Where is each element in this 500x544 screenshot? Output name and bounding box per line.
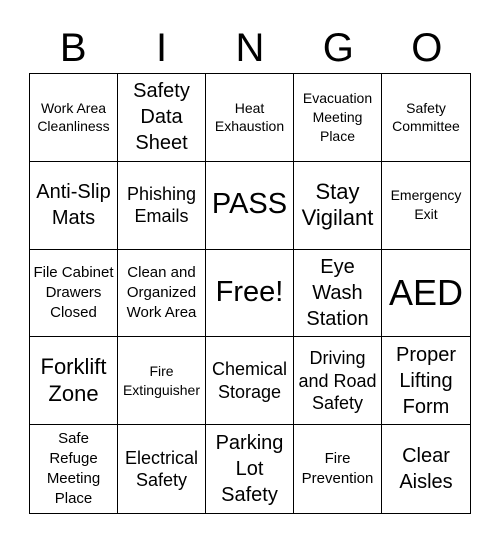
cell-label: Emergency Exit	[390, 187, 462, 223]
cell-label: PASS	[211, 188, 288, 221]
bingo-cell[interactable]	[206, 337, 294, 425]
bingo-cell[interactable]	[30, 250, 118, 338]
bingo-cell[interactable]	[30, 74, 118, 162]
cell-label: Chemical Storage	[211, 359, 288, 402]
cell-label: Work Area Cleanliness	[37, 99, 110, 135]
header-letter-i: I	[156, 26, 168, 70]
bingo-cell[interactable]	[294, 250, 382, 338]
bingo-cell[interactable]	[118, 337, 206, 425]
cell-label: Safety Committee	[392, 99, 460, 135]
bingo-cell[interactable]	[206, 425, 294, 513]
cell-label: Fire Extinguisher	[122, 362, 201, 398]
cell-label: Anti-Slip Mats	[36, 181, 111, 230]
bingo-header	[29, 22, 471, 74]
bingo-cell[interactable]	[206, 162, 294, 250]
cell-label: AED	[388, 271, 464, 313]
bingo-cell[interactable]	[30, 425, 118, 513]
bingo-cell[interactable]	[30, 162, 118, 250]
bingo-cell[interactable]	[294, 337, 382, 425]
bingo-board	[29, 73, 471, 514]
cell-label: Evacuation Meeting Place	[302, 90, 373, 144]
header-letter-g: G	[322, 26, 354, 70]
cell-label: Forklift Zone	[40, 354, 107, 406]
header-letter-b: B	[59, 26, 87, 70]
cell-label: Clean and Organized Work Area	[126, 263, 197, 322]
cell-label: Phishing Emails	[126, 183, 197, 227]
bingo-cell[interactable]	[294, 425, 382, 513]
bingo-cell[interactable]	[382, 162, 470, 250]
cell-label: Clear Aisles	[399, 445, 453, 494]
cell-label: Proper Lifting Form	[395, 343, 457, 418]
bingo-cell[interactable]	[118, 162, 206, 250]
cell-label: Safe Refuge Meeting Place	[46, 429, 101, 508]
bingo-cell[interactable]	[118, 74, 206, 162]
bingo-cell[interactable]	[382, 74, 470, 162]
cell-label: Heat Exhaustion	[214, 99, 285, 135]
header-letter-o: O	[411, 26, 443, 70]
header-letter-n: N	[235, 26, 265, 70]
bingo-cell[interactable]	[294, 162, 382, 250]
free-space-cell[interactable]	[206, 250, 294, 338]
bingo-cell[interactable]	[382, 425, 470, 513]
bingo-cell[interactable]	[294, 74, 382, 162]
cell-label: Parking Lot Safety	[215, 432, 284, 507]
bingo-cell[interactable]	[118, 425, 206, 513]
bingo-cell[interactable]	[382, 337, 470, 425]
cell-label: Stay Vigilant	[301, 178, 374, 231]
bingo-cell[interactable]	[382, 250, 470, 338]
cell-label: Driving and Road Safety	[298, 348, 377, 414]
cell-label: Eye Wash Station	[306, 255, 369, 330]
bingo-cell[interactable]	[30, 337, 118, 425]
cell-label: Free!	[215, 276, 284, 309]
cell-label: File Cabinet Drawers Closed	[33, 263, 114, 322]
bingo-cell[interactable]	[206, 74, 294, 162]
cell-label: Fire Prevention	[301, 449, 374, 488]
cell-label: Safety Data Sheet	[133, 80, 190, 155]
bingo-cell[interactable]	[118, 250, 206, 338]
cell-label: Electrical Safety	[124, 447, 199, 491]
